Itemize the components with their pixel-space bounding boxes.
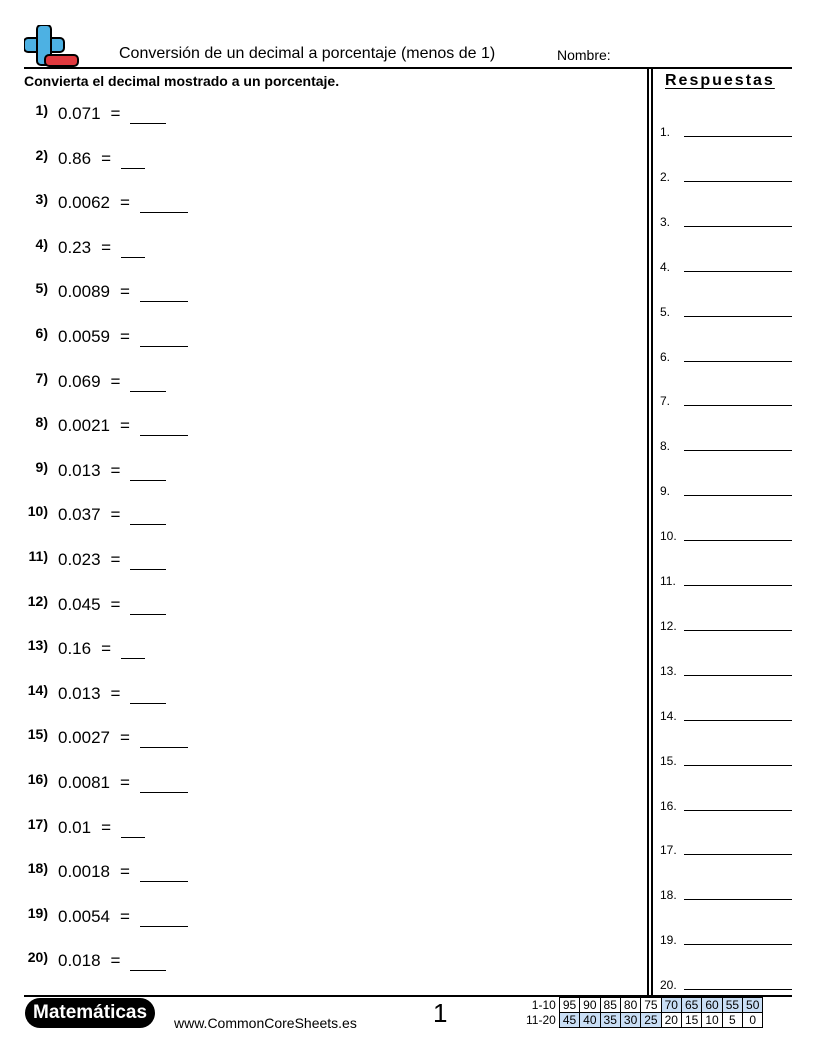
score-cell: 45: [559, 1013, 579, 1028]
answer-line: [660, 882, 792, 902]
problem-expression: [58, 684, 166, 704]
answer-number: 19.: [660, 933, 677, 948]
decimal-value: 0.01: [58, 817, 92, 837]
problem-expression: [58, 907, 188, 927]
answer-number: 18.: [660, 888, 677, 903]
answer-blank[interactable]: [130, 105, 166, 124]
score-cell: 60: [702, 998, 722, 1013]
answer-number: 2.: [660, 169, 671, 184]
problem-expression: [58, 149, 145, 169]
decimal-value: 0.013: [58, 683, 101, 703]
answer-number: 12.: [660, 618, 677, 633]
problem-number: 9): [35, 458, 48, 475]
problem-number: 14): [27, 681, 48, 698]
answer-field[interactable]: [684, 765, 792, 766]
decimal-value: 0.0089: [58, 282, 110, 302]
decimal-value: 0.013: [58, 460, 101, 480]
decimal-value: 0.0054: [58, 906, 110, 926]
header-divider: [24, 67, 792, 69]
answer-line: [660, 568, 792, 588]
problem-number: 18): [27, 860, 48, 877]
score-cell: 95: [559, 998, 579, 1013]
score-cell: 50: [743, 998, 763, 1013]
equals-sign: =: [101, 817, 112, 837]
column-divider-right: [651, 68, 653, 996]
answer-blank[interactable]: [140, 283, 188, 302]
equals-sign: =: [120, 773, 130, 792]
answer-field[interactable]: [684, 540, 792, 541]
score-cell: 55: [722, 998, 742, 1013]
answer-blank[interactable]: [140, 417, 188, 436]
problem-number: 16): [27, 771, 48, 787]
decimal-value: 0.86: [58, 148, 92, 168]
score-cell: 20: [661, 1013, 681, 1028]
answer-field[interactable]: [684, 810, 792, 811]
score-cell: 10: [702, 1013, 722, 1028]
answer-blank[interactable]: [140, 863, 188, 882]
decimal-value: 0.069: [58, 371, 101, 391]
answer-blank[interactable]: [121, 640, 145, 659]
problem-number: 2): [35, 146, 48, 163]
answer-blank[interactable]: [121, 150, 145, 169]
answer-blank[interactable]: [130, 373, 166, 392]
equals-sign: =: [110, 594, 121, 614]
score-cell: 70: [661, 998, 681, 1013]
equals-sign: =: [120, 862, 130, 882]
decimal-value: 0.045: [58, 594, 101, 614]
answer-field[interactable]: [684, 989, 792, 990]
equals-sign: =: [120, 327, 130, 346]
score-cell: 80: [620, 998, 640, 1013]
answer-field[interactable]: [684, 944, 792, 945]
score-cell: 15: [681, 1013, 701, 1028]
answer-field[interactable]: [684, 226, 792, 227]
decimal-value: 0.0021: [58, 416, 110, 436]
answer-number: 17.: [660, 843, 677, 858]
equals-sign: =: [120, 416, 130, 436]
answer-blank[interactable]: [140, 729, 188, 748]
answer-line: [660, 119, 792, 139]
problem-number: 19): [27, 904, 48, 921]
plus-minus-logo-icon: [24, 25, 80, 69]
page-number: 1: [433, 998, 448, 1028]
answer-number: 8.: [660, 439, 671, 454]
answer-field[interactable]: [684, 585, 792, 586]
answer-number: 9.: [660, 484, 671, 499]
answer-number: 14.: [660, 708, 677, 723]
score-cell: 25: [641, 1013, 661, 1028]
decimal-value: 0.0027: [58, 728, 110, 748]
answer-line: [660, 209, 792, 229]
answer-number: 3.: [660, 214, 671, 229]
score-table: [526, 997, 763, 1028]
answer-blank[interactable]: [130, 952, 166, 971]
website-link[interactable]: www.CommonCoreSheets.es: [174, 1015, 357, 1031]
answer-number: 16.: [660, 798, 677, 813]
problem-expression: [58, 416, 188, 436]
decimal-value: 0.16: [58, 639, 92, 659]
answer-field[interactable]: [684, 854, 792, 855]
equals-sign: =: [120, 728, 130, 748]
problem-expression: [58, 818, 145, 838]
column-divider-left: [647, 68, 649, 996]
problem-expression: [58, 728, 188, 748]
answer-field[interactable]: [684, 720, 792, 721]
answer-line: [660, 793, 792, 813]
answer-number: 5.: [660, 304, 671, 319]
problem-number: 12): [27, 592, 48, 609]
instructions: Convierta el decimal mostrado a un porcentaje.: [24, 73, 340, 89]
equals-sign: =: [120, 193, 130, 213]
answer-line: [660, 344, 792, 364]
decimal-value: 0.018: [58, 951, 101, 971]
answer-blank[interactable]: [121, 239, 145, 258]
answer-line: [660, 478, 792, 498]
answer-field[interactable]: [684, 630, 792, 631]
answer-line: [660, 927, 792, 947]
answer-blank[interactable]: [121, 819, 145, 838]
answer-blank[interactable]: [130, 596, 166, 615]
equals-sign: =: [110, 505, 121, 525]
problem-number: 10): [27, 503, 48, 520]
page-title: Conversión de un decimal a porcentaje (menos de 1): [119, 45, 496, 62]
problem-number: 5): [35, 280, 48, 297]
problem-expression: [58, 862, 188, 882]
score-row: [526, 998, 763, 1013]
answer-line: [660, 837, 792, 857]
score-cell: 5: [722, 1013, 742, 1028]
equals-sign: =: [120, 906, 130, 926]
problem-expression: [58, 595, 166, 615]
answer-line: [660, 433, 792, 453]
problem-expression: [58, 951, 166, 971]
problem-expression: [58, 327, 188, 347]
decimal-value: 0.0062: [58, 193, 110, 213]
answer-number: 7.: [660, 394, 671, 409]
problem-expression: [58, 461, 166, 481]
score-cell: 90: [580, 998, 600, 1013]
problem-number: 4): [35, 235, 48, 252]
answer-number: 6.: [660, 349, 671, 364]
answer-field[interactable]: [684, 899, 792, 900]
score-row: [526, 1013, 763, 1028]
answers-title: Respuestas: [665, 72, 775, 89]
answer-line: [660, 388, 792, 408]
problem-number: 7): [35, 369, 48, 386]
answer-line: [660, 613, 792, 633]
answer-field[interactable]: [684, 316, 792, 317]
answer-field[interactable]: [684, 495, 792, 496]
equals-sign: =: [101, 237, 112, 257]
decimal-value: 0.0081: [58, 773, 110, 792]
equals-sign: =: [101, 148, 112, 168]
decimal-value: 0.0018: [58, 862, 110, 882]
problem-expression: [58, 639, 145, 659]
problem-number: 15): [27, 726, 48, 743]
score-row-label: 1-10: [531, 998, 556, 1012]
problem-number: 17): [27, 815, 48, 832]
answer-field[interactable]: [684, 271, 792, 272]
answer-field[interactable]: [684, 361, 792, 362]
decimal-value: 0.023: [58, 550, 101, 569]
answer-number: 1.: [660, 125, 671, 139]
answer-field[interactable]: [684, 181, 792, 182]
answer-number: 10.: [660, 529, 677, 544]
brand-badge: Matemáticas: [25, 998, 155, 1028]
problem-expression: [58, 193, 188, 213]
answer-field[interactable]: [684, 675, 792, 676]
equals-sign: =: [110, 550, 121, 569]
score-cell: 35: [600, 1013, 620, 1028]
score-cell: 0: [743, 1013, 763, 1028]
answer-field[interactable]: [684, 405, 792, 406]
answer-line: [660, 658, 792, 678]
score-cell: 40: [580, 1013, 600, 1028]
problem-number: 13): [27, 637, 48, 654]
answer-line: [660, 523, 792, 543]
problem-expression: [58, 282, 188, 302]
answer-blank[interactable]: [140, 328, 188, 347]
problem-expression: [58, 773, 188, 793]
answer-number: 11.: [660, 574, 676, 588]
problem-number: 3): [35, 191, 48, 208]
problem-number: 11): [28, 548, 48, 564]
problem-expression: [58, 550, 166, 570]
answer-blank[interactable]: [130, 551, 166, 570]
decimal-value: 0.037: [58, 505, 101, 525]
answer-blank[interactable]: [140, 194, 188, 213]
answer-line: [660, 164, 792, 184]
answer-line: [660, 748, 792, 768]
answer-blank[interactable]: [130, 462, 166, 481]
score-row-label: 11-20: [526, 1013, 556, 1027]
score-cell: 75: [641, 998, 661, 1013]
answer-number: 20.: [660, 978, 677, 993]
equals-sign: =: [110, 951, 121, 971]
answer-field[interactable]: [684, 136, 792, 137]
equals-sign: =: [120, 282, 130, 302]
equals-sign: =: [110, 104, 121, 123]
score-cell: 85: [600, 998, 620, 1013]
answer-blank[interactable]: [140, 774, 188, 793]
answer-blank[interactable]: [130, 685, 166, 704]
answer-blank[interactable]: [130, 506, 166, 525]
decimal-value: 0.0059: [58, 327, 110, 346]
problem-number: 1): [35, 102, 48, 118]
decimal-value: 0.071: [58, 104, 101, 123]
problem-expression: [58, 104, 166, 124]
answer-line: [660, 254, 792, 274]
problem-expression: [58, 238, 145, 258]
answer-number: 13.: [660, 663, 677, 678]
score-cell: 30: [620, 1013, 640, 1028]
answer-number: 4.: [660, 259, 671, 274]
answer-line: [660, 703, 792, 723]
problem-number: 20): [27, 949, 48, 966]
problem-number: 8): [35, 414, 48, 431]
problem-expression: [58, 505, 166, 525]
problem-expression: [58, 372, 166, 392]
answer-line: [660, 972, 792, 992]
score-cell: 65: [681, 998, 701, 1013]
equals-sign: =: [110, 683, 121, 703]
equals-sign: =: [110, 371, 121, 391]
problem-number: 6): [35, 325, 48, 341]
equals-sign: =: [110, 460, 121, 480]
decimal-value: 0.23: [58, 237, 92, 257]
answer-field[interactable]: [684, 450, 792, 451]
answer-blank[interactable]: [140, 908, 188, 927]
answer-number: 15.: [660, 753, 677, 768]
equals-sign: =: [101, 639, 112, 659]
name-label: Nombre:: [557, 47, 611, 63]
answer-line: [660, 299, 792, 319]
